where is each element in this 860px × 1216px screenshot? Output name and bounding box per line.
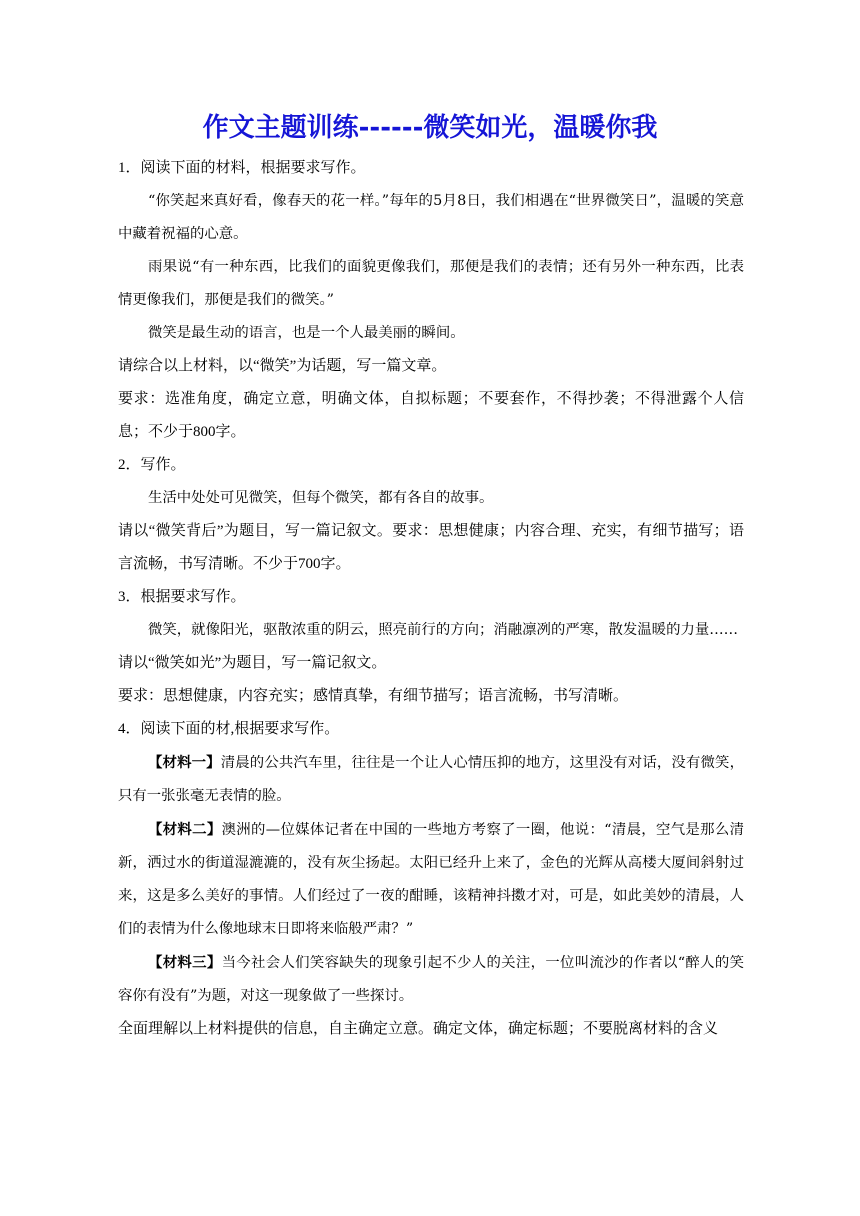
q2-prompt: 2．写作。 [118,457,186,473]
q4-prompt: 4．阅读下面的材,根据要求写作。 [118,721,340,737]
q3-task: 请以“微笑如光”为题目，写一篇记叙文。 [118,655,387,671]
q3-prompt: 3．根据要求写作。 [118,589,246,605]
q1-task: 请综合以上材料，以“微笑”为话题，写一篇文章。 [118,358,447,374]
q4-material-2-label: 【材料二】 [148,821,222,838]
q4-material-1 [118,746,744,813]
q4-material-3-label: 【材料三】 [148,954,222,971]
q2-task: 请以“微笑背后”为题目，写一篇记叙文。要求：思想健康；内容合理、充实，有细节描写；语言流畅，书写清晰。不少于700字。 [118,523,744,572]
q1-material-para-1: “你笑起来真好看，像春天的花一样。”每年的5月8日，我们相遇在“世界微笑日”，温暖的笑意中藏着祝福的心意。 [118,193,744,242]
q4-material-1-label: 【材料一】 [148,754,221,771]
q4-material-3-text: 当今社会人们笑容缺失的现象引起不少人的关注，一位叫流沙的作者以“醉人的笑容你有没有”为题，对这一现象做了一些探讨。 [118,955,744,1004]
q3-requirements: 要求：思想健康，内容充实；感情真挚，有细节描写；语言流畅，书写清晰。 [118,688,629,704]
q4-material-2 [118,813,744,946]
q4-task: 全面理解以上材料提供的信息，自主确定立意。确定文体，确定标题；不要脱离材料的含义 [118,1021,719,1037]
q1-material-para-2: 雨果说“有一种东西，比我们的面貌更像我们，那便是我们的表情；还有另外一种东西，比表情更像我们，那便是我们的微笑。” [118,259,744,308]
q1-prompt: 1．阅读下面的材料，根据要求写作。 [118,160,366,176]
q1-requirements: 要求：选准角度，确定立意，明确文体，自拟标题；不要套作，不得抄袭；不得泄露个人信息；不少于800字。 [118,391,744,440]
q4-material-1-text: 清晨的公共汽车里，往往是一个让人心情压抑的地方，这里没有对话，没有微笑，只有一张张毫无表情的脸。 [118,755,744,804]
q2-material-para-1: 生活中处处可见微笑，但每个微笑，都有各自的故事。 [148,490,494,506]
q4-material-2-text: 澳洲的—位媒体记者在中国的一些地方考察了一圈，他说：“清晨，空气是那么清新，洒过水的街道湿漉漉的，没有灰尘扬起。太阳已经升上来了，金色的光辉从高楼大厦间斜射过来，这是多么美好的事情。人们经过了一夜的酣睡，该精神抖擞才对，可是，如此美妙的清晨，人们的表情为什么像地球末日即将来临般严肃？” [118,822,744,937]
page-title: 作文主题训练------微笑如光，温暖你我 [202,113,658,143]
q4-material-3 [118,946,744,1013]
q3-material-para-1: 微笑，就像阳光，驱散浓重的阴云，照亮前行的方向；消融凛冽的严寒，散发温暖的力量…… [148,622,739,638]
q1-material-para-3: 微笑是最生动的语言，也是一个人最美丽的瞬间。 [148,325,465,341]
document-body [118,152,744,1046]
